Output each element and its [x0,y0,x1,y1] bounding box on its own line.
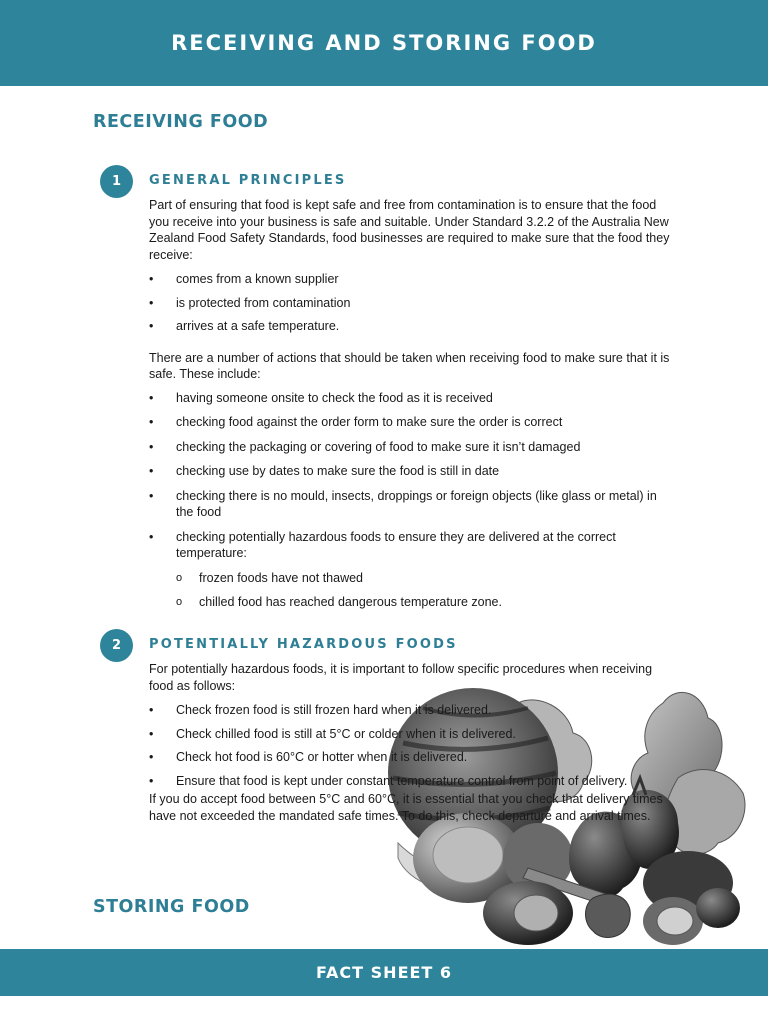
list-item: • checking the packaging or covering of food to make sure it isn’t damaged [149,439,674,456]
fact-sheet-label: FACT SHEET 6 [315,963,453,982]
list-item: • Check hot food is 60°C or hotter when it is delivered. [149,749,674,766]
list-item: • Check chilled food is still at 5°C or colder when it is delivered. [149,726,674,743]
receive-requirements-list [149,271,674,335]
list-item: • Check frozen food is still frozen hard when it is delivered. [149,702,674,719]
list-item: • arrives at a safe temperature. [149,318,674,335]
list-item: • having someone onsite to check the food as it is received [149,390,674,407]
header-banner [0,0,768,86]
sublist-item: o frozen foods have not thawed [149,570,674,587]
receiving-actions-list [149,390,674,562]
list-item: • is protected from contamination [149,295,674,312]
general-principles-body [149,197,674,611]
section-title-receiving: RECEIVING FOOD [93,112,269,132]
hazardous-foods-body [149,661,674,824]
list-item: • comes from a known supplier [149,271,674,288]
list-item: • checking potentially hazardous foods to ensure they are delivered at the correct temperature: [149,529,674,562]
subheading-general-principles: GENERAL PRINCIPLES [149,173,347,188]
list-item: • checking use by dates to make sure the food is still in date [149,463,674,480]
hazardous-foods-checklist [149,702,674,789]
section-title-storing: STORING FOOD [93,897,250,917]
step-number-2: 2 [100,629,133,662]
general-principles-intro: Part of ensuring that food is kept safe and free from contamination is to ensure that the food you receive into your business is safe and suitable. Under Standard 3.2.2 of the Australia New Zealand Food Safety Standards, food businesses are required to make sure that the food they receive: [149,198,670,262]
delivery-times-note: If you do accept food between 5°C and 60°C, it is essential that you check that delivery times have not exceeded the mandated safe times. To do this, check departure and arrival times. [149,792,663,823]
list-item: • Ensure that food is kept under constant temperature control from point of delivery. [149,773,674,790]
hazardous-foods-intro: For potentially hazardous foods, it is important to follow specific procedures when receiving food as follows: [149,662,653,693]
list-item: • checking food against the order form to make sure the order is correct [149,414,674,431]
subheading-potentially-hazardous-foods: POTENTIALLY HAZARDOUS FOODS [149,637,458,652]
page-title: RECEIVING AND STORING FOOD [171,31,597,55]
list-item: • checking there is no mould, insects, droppings or foreign objects (like glass or metal) in the food [149,488,674,521]
actions-intro: There are a number of actions that should be taken when receiving food to make sure that it is safe. These include: [149,350,670,381]
footer-banner [0,949,768,996]
sublist-item: o chilled food has reached dangerous temperature zone. [149,594,674,611]
step-number-1: 1 [100,165,133,198]
temperature-checks-sublist [149,570,674,611]
